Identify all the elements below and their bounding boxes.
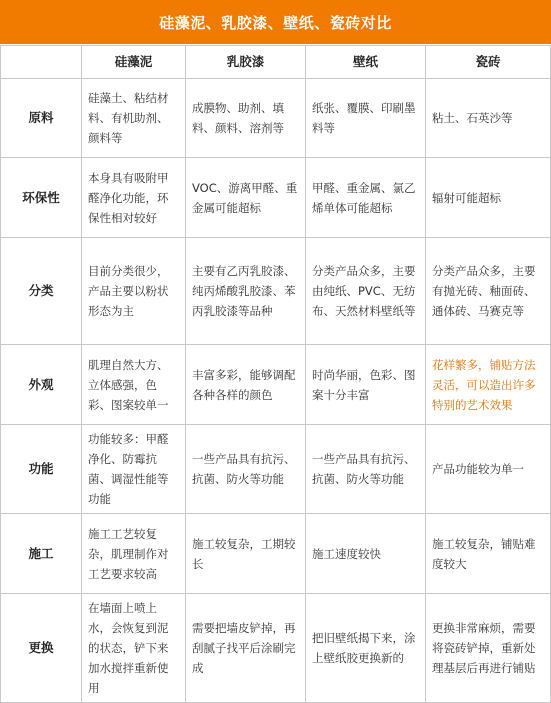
table-cell: 粘土、石英沙等: [426, 79, 551, 158]
table-row: [1, 238, 551, 345]
table-cell: 本身具有吸附甲醛净化功能，环保性相对较好: [82, 158, 186, 238]
table-cell: 肌理自然大方、立体感强，色彩、图案较单一: [82, 345, 186, 425]
header-ceramic-tile: 瓷砖: [426, 46, 551, 79]
table-cell: 纸张、覆膜、印刷墨料等: [306, 79, 426, 158]
row-label-eco: 环保性: [1, 158, 82, 238]
table-cell: 分类产品众多，主要有抛光砖、釉面砖、通体砖、马赛克等: [426, 238, 551, 345]
table-cell: 功能较多：甲醛净化、防霉抗菌、调湿性能等功能: [82, 425, 186, 514]
table-cell: 施工工艺较复杂，肌理制作对工艺要求较高: [82, 514, 186, 594]
table-cell: 施工速度较快: [306, 514, 426, 594]
row-label-replacement: 更换: [1, 594, 82, 703]
table-cell: 一些产品具有抗污、抗菌、防火等功能: [306, 425, 426, 514]
table-cell: 产品功能较为单一: [426, 425, 551, 514]
table-cell: 丰富多彩，能够调配各种各样的颜色: [186, 345, 306, 425]
header-latex-paint: 乳胶漆: [186, 46, 306, 79]
table-cell: 需要把墙皮铲掉，再刮腻子找平后涂刷完成: [186, 594, 306, 703]
table-cell: 主要有乙丙乳胶漆、纯丙烯酸乳胶漆、苯丙乳胶漆等品种: [186, 238, 306, 345]
table-cell: 施工较复杂，铺贴难度较大: [426, 514, 551, 594]
table-row: [1, 158, 551, 238]
table-cell: 把旧壁纸揭下来，涂上壁纸胶更换新的: [306, 594, 426, 703]
table-cell: 硅藻土、粘结材料、有机助剂、颜料等: [82, 79, 186, 158]
row-label-function: 功能: [1, 425, 82, 514]
table-cell: 目前分类很少，产品主要以粉状形态为主: [82, 238, 186, 345]
table-cell: VOC、游离甲醛、重金属可能超标: [186, 158, 306, 238]
comparison-table: [0, 45, 551, 703]
table-cell: 在墙面上喷上水，会恢复到泥的状态，铲下来加水搅拌重新使用: [82, 594, 186, 703]
row-label-category: 分类: [1, 238, 82, 345]
table-row: [1, 425, 551, 514]
header-diatom-mud: 硅藻泥: [82, 46, 186, 79]
table-cell: 辐射可能超标: [426, 158, 551, 238]
table-row: [1, 345, 551, 425]
table-cell: 施工较复杂，工期较长: [186, 514, 306, 594]
table-title: 硅藻泥、乳胶漆、壁纸、瓷砖对比: [0, 0, 551, 44]
table-cell: 成膜物、助剂、填料、颜料、溶剂等: [186, 79, 306, 158]
table-cell: 分类产品众多，主要由纯纸、PVC、无纺布、天然材料壁纸等: [306, 238, 426, 345]
table-cell: 时尚华丽，色彩、图案十分丰富: [306, 345, 426, 425]
row-label-materials: 原料: [1, 79, 82, 158]
table-row: [1, 594, 551, 703]
table-row: [1, 514, 551, 594]
table-cell: 花样繁多，铺贴方法灵活，可以造出许多特别的艺术效果: [426, 345, 551, 425]
table-row: [1, 79, 551, 158]
header-wallpaper: 壁纸: [306, 46, 426, 79]
table-cell: 甲醛、重金属、氯乙烯单体可能超标: [306, 158, 426, 238]
row-label-appearance: 外观: [1, 345, 82, 425]
header-row: [1, 46, 551, 79]
table-cell: 一些产品具有抗污、抗菌、防火等功能: [186, 425, 306, 514]
row-label-construction: 施工: [1, 514, 82, 594]
header-corner: [1, 46, 82, 79]
table-cell: 更换非常麻烦，需要将瓷砖铲掉，重新处理基层后再进行铺贴: [426, 594, 551, 703]
